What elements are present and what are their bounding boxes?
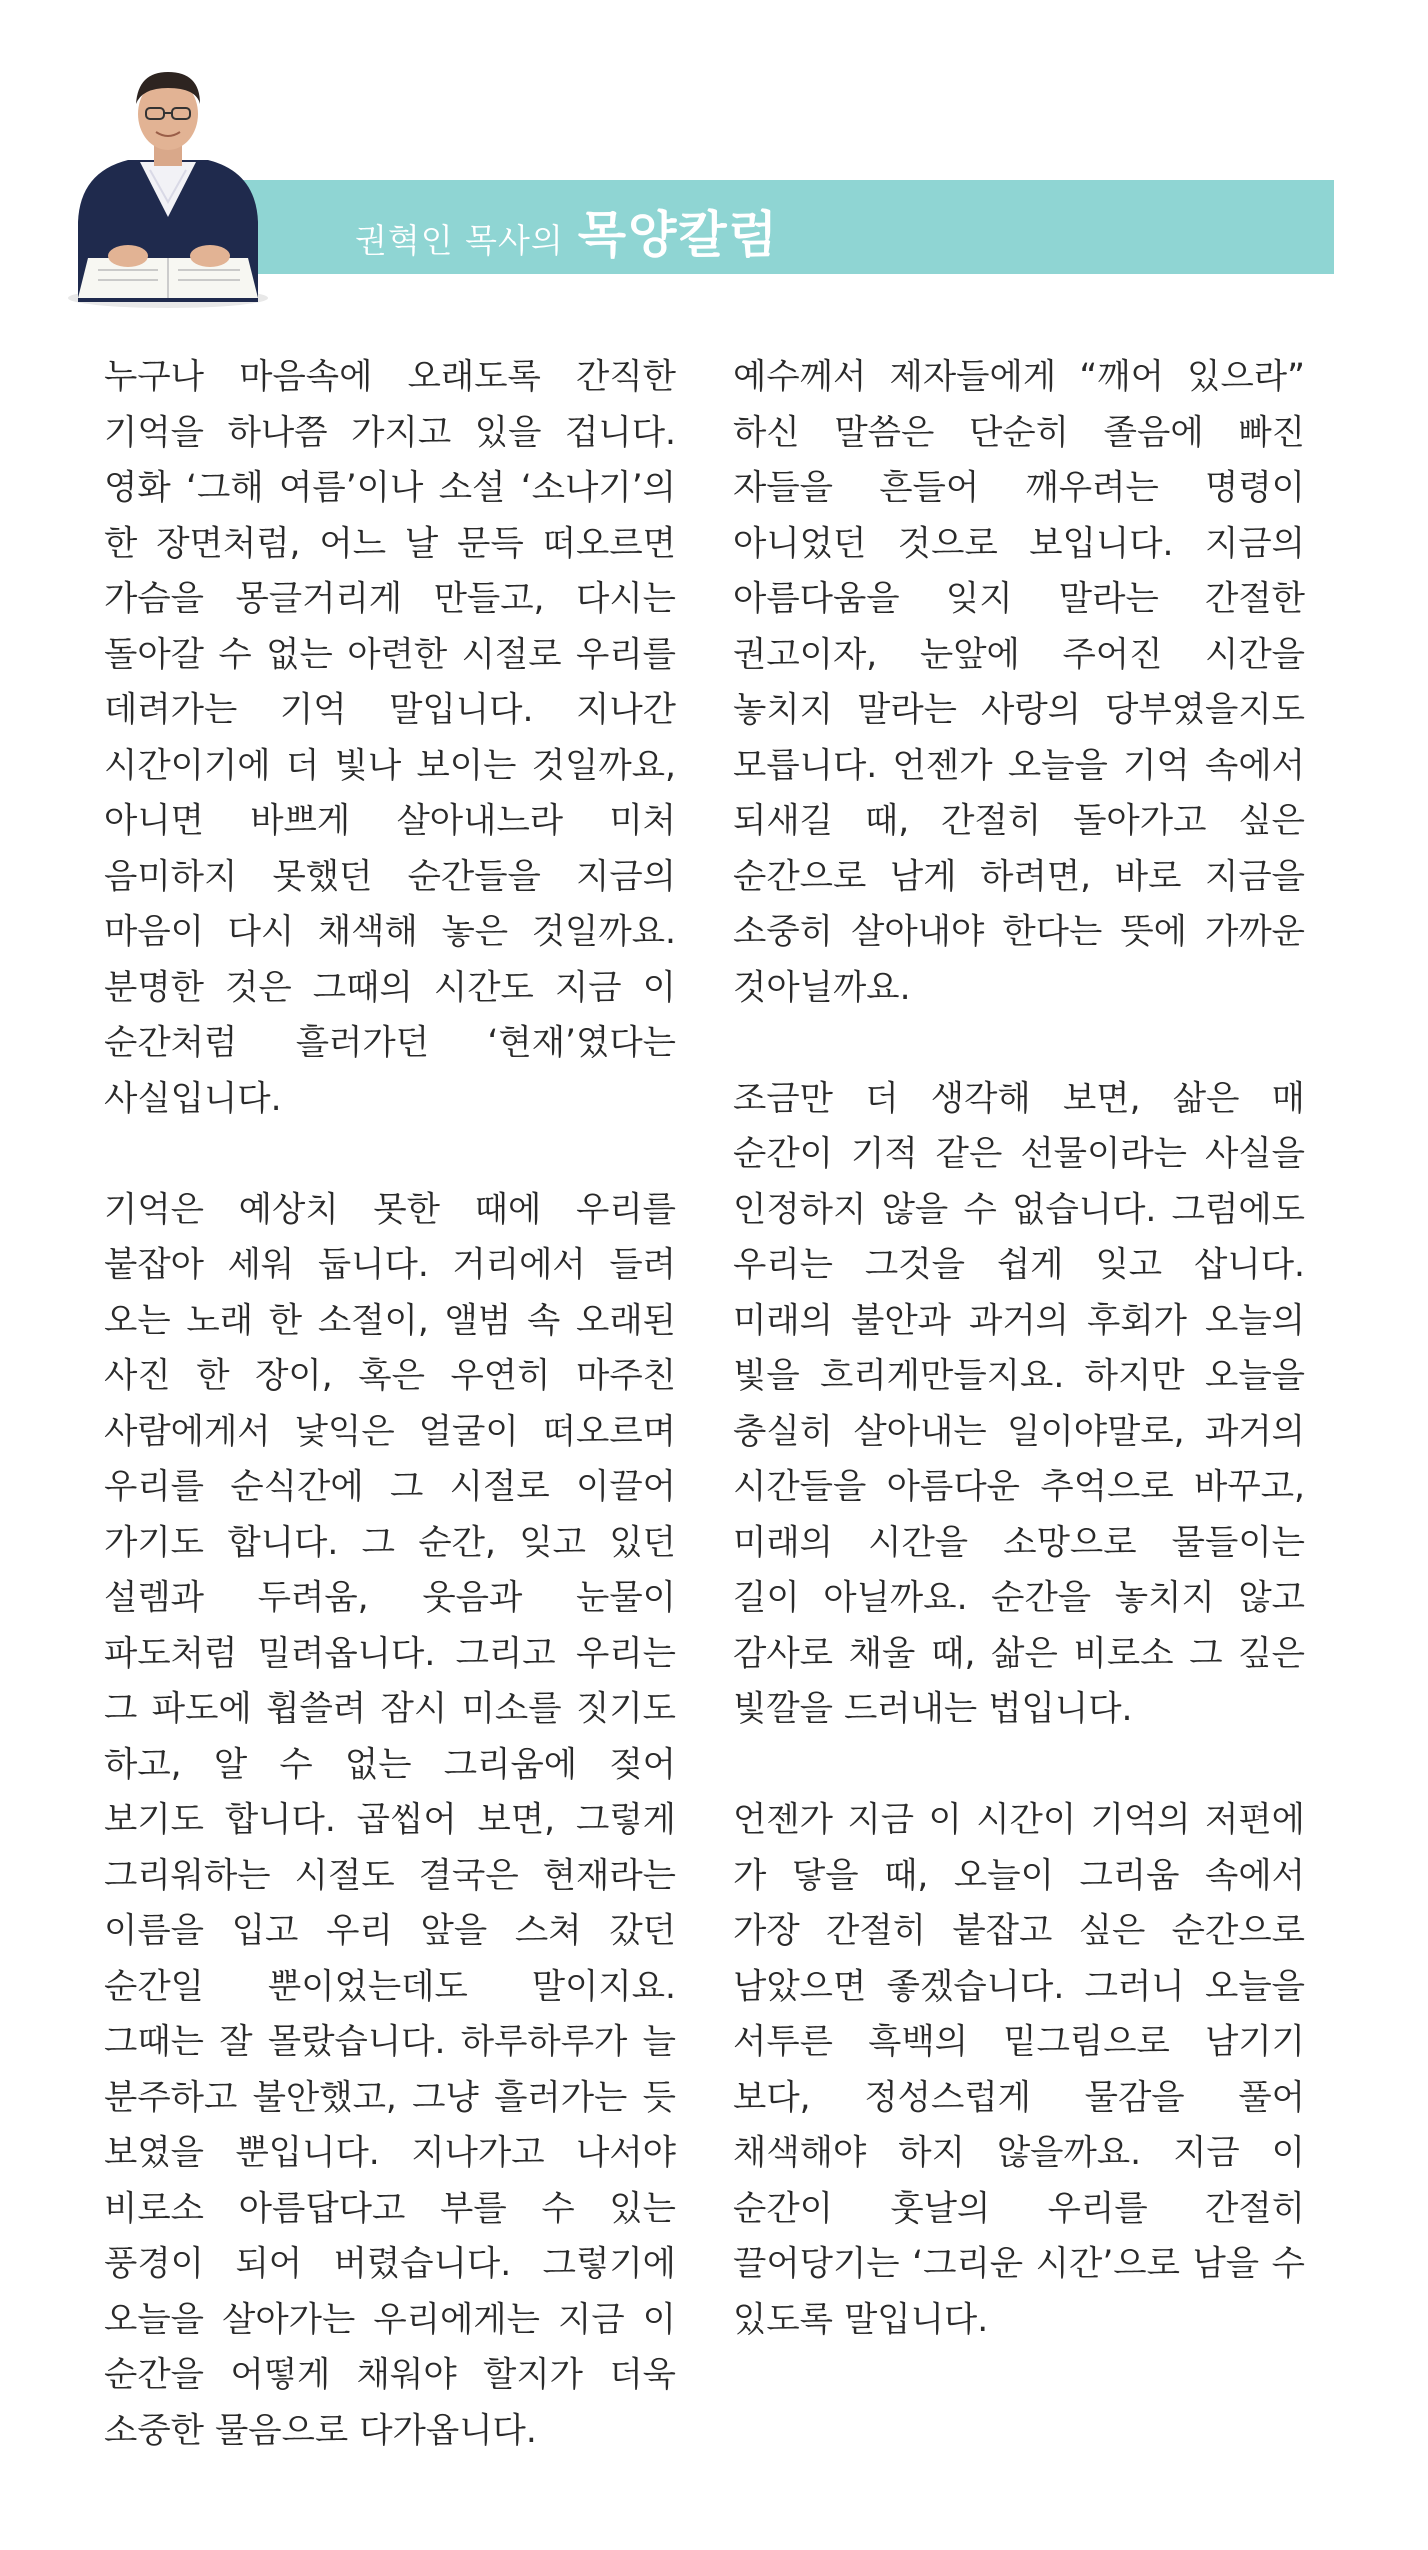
column-title-prefix: 권혁인 목사의 [355, 221, 564, 260]
paragraph: 조금만 더 생각해 보면, 삶은 매 순간이 기적 같은 선물이라는 사실을 인정하지 않을 수 없습니다. 그럼에도 우리는 그것을 쉽게 잊고 삽니다. 미래의 불안과 과거의 후회가 오늘의 빛을 흐리게만들지요. 하지만 오늘을 충실히 살아내는 일이야말로, 과거의 시간들을 아름다운 추억으로 바꾸고, 미래의 시간을 소망으로 물들이는 길이 아닐까요. 순간을 놓치지 않고 감사로 채울 때, 삶은 비로소 그 깊은 빛깔을 드러내는 법입니다. [733, 1078, 1305, 1729]
paragraph: 누구나 마음속에 오래도록 간직한 기억을 하나쯤 가지고 있을 겁니다. 영화 ‘그해 여름’이나 소설 ‘소나기’의 한 장면처럼, 어느 날 문득 떠오르면 가슴을 몽글거리게 만들고, 다시는 돌아갈 수 없는 아련한 시절로 우리를 데려가는 기억 말입니다. 지나간 시간이기에 더 빛나 보이는 것일까요, 아니면 바쁘게 살아내느라 미처 음미하지 못했던 순간들을 지금의 마음이 다시 채색해 놓은 것일까요. 분명한 것은 그때의 시간도 지금 이 순간처럼 흘러가던 ‘현재’였다는 사실입니다. [104, 357, 676, 1119]
column-title [355, 180, 779, 274]
text-column-left [104, 350, 676, 2515]
paragraph: 예수께서 제자들에게 “깨어 있으라” 하신 말씀은 단순히 졸음에 빠진 자들을 흔들어 깨우려는 명령이 아니었던 것으로 보입니다. 지금의 아름다움을 잊지 말라는 간절한 권고이자, 눈앞에 주어진 시간을 놓치지 말라는 사랑의 당부였을지도 모릅니다. 언젠가 오늘을 기억 속에서 되새길 때, 간절히 돌아가고 싶은 순간으로 남게 하려면, 바로 지금을 소중히 살아내야 한다는 뜻에 가까운 것아닐까요. [733, 357, 1305, 1008]
text-column-right [733, 350, 1305, 2404]
paragraph: 언젠가 지금 이 시간이 기억의 저편에 가 닿을 때, 오늘이 그리움 속에서 가장 간절히 붙잡고 싶은 순간으로 남았으면 좋겠습니다. 그러니 오늘을 서투른 흑백의 밑그림으로 남기기 보다, 정성스럽게 물감을 풀어 채색해야 하지 않을까요. 지금 이 순간이 훗날의 우리를 간절히 끌어당기는 ‘그리운 시간’으로 남을 수 있도록 말입니다. [733, 1800, 1305, 2340]
column-title-main: 목양칼럼 [577, 205, 779, 264]
pastor-portrait-icon [58, 52, 278, 310]
paragraph: 기억은 예상치 못한 때에 우리를 붙잡아 세워 둡니다. 거리에서 들려 오는 노래 한 소절이, 앨범 속 오래된 사진 한 장이, 혹은 우연히 마주친 사람에게서 낯익은 얼굴이 떠오르며 우리를 순식간에 그 시절로 이끌어 가기도 합니다. 그 순간, 잊고 있던 설렘과 두려움, 웃음과 눈물이 파도처럼 밀려옵니다. 그리고 우리는 그 파도에 휩쓸려 잠시 미소를 짓기도 하고, 알 수 없는 그리움에 젖어 보기도 합니다. 곱씹어 보면, 그렇게 그리워하는 시절도 결국은 현재라는 이름을 입고 우리 앞을 스쳐 갔던 순간일 뿐이었는데도 말이지요. 그때는 잘 몰랐습니다. 하루하루가 늘 분주하고 불안했고, 그냥 흘러가는 듯 보였을 뿐입니다. 지나가고 나서야 비로소 아름답다고 부를 수 있는 풍경이 되어 버렸습니다. 그렇기에 오늘을 살아가는 우리에게는 지금 이 순간을 어떻게 채워야 할지가 더욱 소중한 물음으로 다가옵니다. [104, 1189, 676, 2451]
